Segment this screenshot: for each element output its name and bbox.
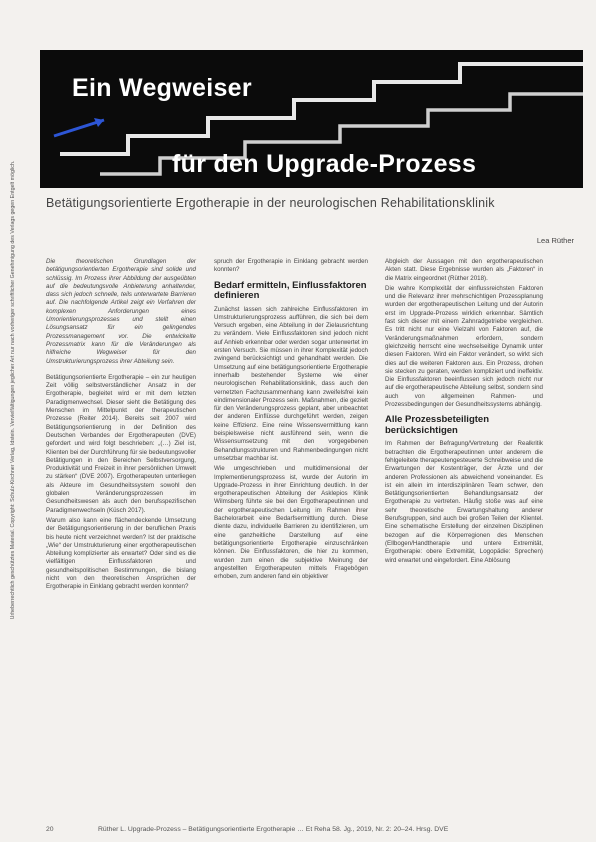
column-1 [46, 258, 196, 594]
column-3 [385, 258, 543, 567]
column-2 [214, 258, 368, 583]
paragraph: Warum also kann eine flächendeckende Umsetzung der Betätigungsorientierung in der beruflichen Praxis bis heute nicht verzeichnet werden? Ist der praktische „Wie“ der Umstrukturierung einer ergotherapeutischen Abteilung komplizierter als erwartet? Oder sind es die vielfältigen Einflussfaktoren und gesundheitspolitischen Bestimmungen, die bislang nicht von den theoretischen Ansprüchen der Ergotherapie in Einklang gebracht werden konnten? [46, 516, 196, 591]
author-name: Lea Rüther [536, 236, 574, 245]
section-heading: Alle Prozessbeteiligten berücksichtigen [385, 414, 490, 436]
title-line-2: für den Upgrade-Prozess [172, 150, 477, 178]
paragraph: Zunächst lassen sich zahlreiche Einflussfaktoren im Umstrukturierungsprozess aufführen, die sich bei dem Versuch ergeben, eine Abteilung in der Zielausrichtung zu verändern. Viele Einflussfaktoren sind jedoch nicht auf Anhieb erkennbar oder werden sogar unterwertet im ersten Versuch. Sie müssen in ihrer Komplexität jedoch zwingend berücksichtigt und gehandhabt werden. Die Umsetzung auf eine betätigungsorientierte Ergotherapie innerhalb bestehender Systeme wie einer neurologischen Rehabilitationsklinik, dass auch den vernetzten Fachzusammenhang kann zweifelsfrei kein eindimensionaler Prozess sein. Maßnahmen, die gezielt für den Veränderungsprozess geplant, aber unbeachtet der anderen Einflüsse durchgeführt werden, zeigen keine Effizienz. Eine reine Wissensvermittlung kann beispielsweise nicht ausführend sein, wenn die Wissensumsetzung mit den vorgegebenen Behandlungsstrukturen und Rahmenbedingungen nicht umsetzbar machbar ist. [214, 305, 368, 462]
paragraph: Wie umgeschrieben und multidimensional der Implementierungsprozess ist, wurde der Autorin im Upgrade-Prozess in ihrer Einrichtung deutlich. In der ergotherapeutischen Abteilung der Asklepios Klinik Wilmsberg führte sie bei den Ergotherapeutinnen und der ergotherapeutischen Leitung im Rahmen ihrer Bachelorarbeit eine Bedarfsermittlung durch. Diese diente dazu, individuelle Barrieren zu identifizieren, um eine ganzheitliche Darstellung auf eine betätigungsorientierte Ergotherapie einzuschränken können. Die Einflussfaktoren, die hier zu kommen, wurden zum einen die subjektive Meinung der angestellten Ergotherapeuten mittels Fragebögen erhoben, zum anderen fand ein objektiver [214, 465, 368, 581]
page-number: 20 [46, 826, 54, 833]
title-line-1: Ein Wegweiser [72, 74, 252, 102]
copyright-text: Urheberrechtlich geschütztes Material. Copyright: Schulz-Kirchner Verlag, Idstein. Vervielfältigungen jeglicher Art nur nach vorheriger schriftlicher Genehmigung des Verlags gegen Entgelt möglich. [10, 160, 16, 620]
article-subtitle: Betätigungsorientierte Ergotherapie in der neurologischen Rehabilitationsklinik [46, 196, 495, 210]
section-heading: Bedarf ermitteln, Einflussfaktoren definieren [214, 279, 367, 302]
abstract: Die theoretischen Grundlagen der betätigungsorientierten Ergotherapie sind solide und schlüssig. Im Prozess ihrer Abbildung der ausgeübten auf die bedeutungsvolle Anbieterung anhaltender, dass sich jedoch schnelle, teils unterwartete Barrieren auf. Die nachfolgende Artikel zeigt ein Verfahren der komplexen Anforderungen eines Umorientierungsprozesses und stellt einen Lösungsansatz für ein gelingendes Prozessmanagement vor. Die entwickelte Prozessmatrix kann für die Veränderungen als hilfreiche Wegweiser für den Umstrukturierungsprozess ihrer Abteilung sein. [46, 258, 196, 365]
paragraph: Im Rahmen der Befragung/Vertretung der Realkritik betrachten die Ergotherapeutinnen unter anderem die fehlgeleitete therapeutengesteuerte Schreibweise und die Erwartungen der Kostenträger, der Ärzte und der anderen Professionen als abweichend voneinander. Es ist ein allein im interdisziplinären Team schwer, den Betätigungsorientierten Behandlungsansatz der Ergotherapie zu vertreten. Häufig stoße was auf eine sehr theoretische Erwartungshaltung anderer Berufsgruppen, sind auch bei großen Teilen der Klientel. Eine schematische Erstellung der einzelnen Disziplinen bezogen auf die Körperregionen des Menschen (Ellbogen/Handtherapie und untere Extremität, Ergotherapie: obere Extremität, Logopädie: Sprechen) wird erwartet und eingefordert. Eine Ablösung [385, 440, 543, 564]
paragraph: spruch der Ergotherapie in Einklang gebracht werden konnten? [214, 258, 368, 274]
copyright-side-notice [8, 160, 18, 620]
paragraph: Die wahre Komplexität der einflussreichsten Faktoren und die Relevanz ihrer mehrschichtigen Prozessplanung wurden der ergotherapeutischen Leitung und der Autorin erst im Upgrade-Prozess wirklich erkennbar. Sämtlich fast sich dieser mit einem Zahnradgetriebe vergleichen. Es tritt nicht nur eine Vielzahl von Faktoren auf, die Veränderungsmaßnahmen erfordern, sondern gleichzeitig herrscht eine wechselseitige Dynamik unter diesen Faktoren. Wird ein Faktor verändert, so wirkt sich dies auf die weiteren Faktoren aus. Ein Prozess, drohen sie stecken zu geraten, werden kompliziert und ineffektiv. Die Einflussfaktoren beeinflussen sich jedoch nicht nur auf die ergotherapeutische Abteilung selbst, sondern sind auch von allgemeinen Rahmen- und Prozessbedingungen der Gesundheitssystems abhängig. [385, 284, 543, 409]
hero-banner [40, 50, 583, 188]
paragraph: Abgleich der Aussagen mit den ergotherapeutischen Akten statt. Diese Ergebnisse wurden als „Faktoren“ in die Matrix eingeordnet (Rüther 2018). [385, 258, 543, 282]
paragraph: Betätigungsorientierte Ergotherapie – ein zur heutigen Zeit völlig selbstverständlicher Ansatz in der Ergotherapie, begleitet wird er mit dem letzten Paradigmenwechsel. Dieser sieht die Betätigung des Menschen im Mittelpunkt der therapeutischen Prozesse (Reiter 2014). Bereits seit 2007 wird Betätigungsorientierung in der Definition des Deutschen Verbandes der Ergotherapeuten (DVE) gefordert und wird folgt beschrieben: „(…) Ziel ist, Klienten bei der Durchführung für sie bedeutungsvoller Betätigungen in den Bereichen Selbstversorgung, Produktivität und Freizeit in ihrer persönlichen Umwelt zu stärken“ (DVE 2007). Ergotherapeuten unterliegen als Akteure im Gesundheitssystem sowohl den globalen Veränderungsprozessen im Gesundheitswesen als auch den berufsspezifischen Paradigmenwechseln (Küsch 2017). [46, 373, 196, 514]
citation-reference: Rüther L. Upgrade-Prozess – Betätigungsorientierte Ergotherapie … Et Reha 58. Jg., 2019, Nr. 2: 20–24. Hrsg. DVE [98, 826, 449, 833]
